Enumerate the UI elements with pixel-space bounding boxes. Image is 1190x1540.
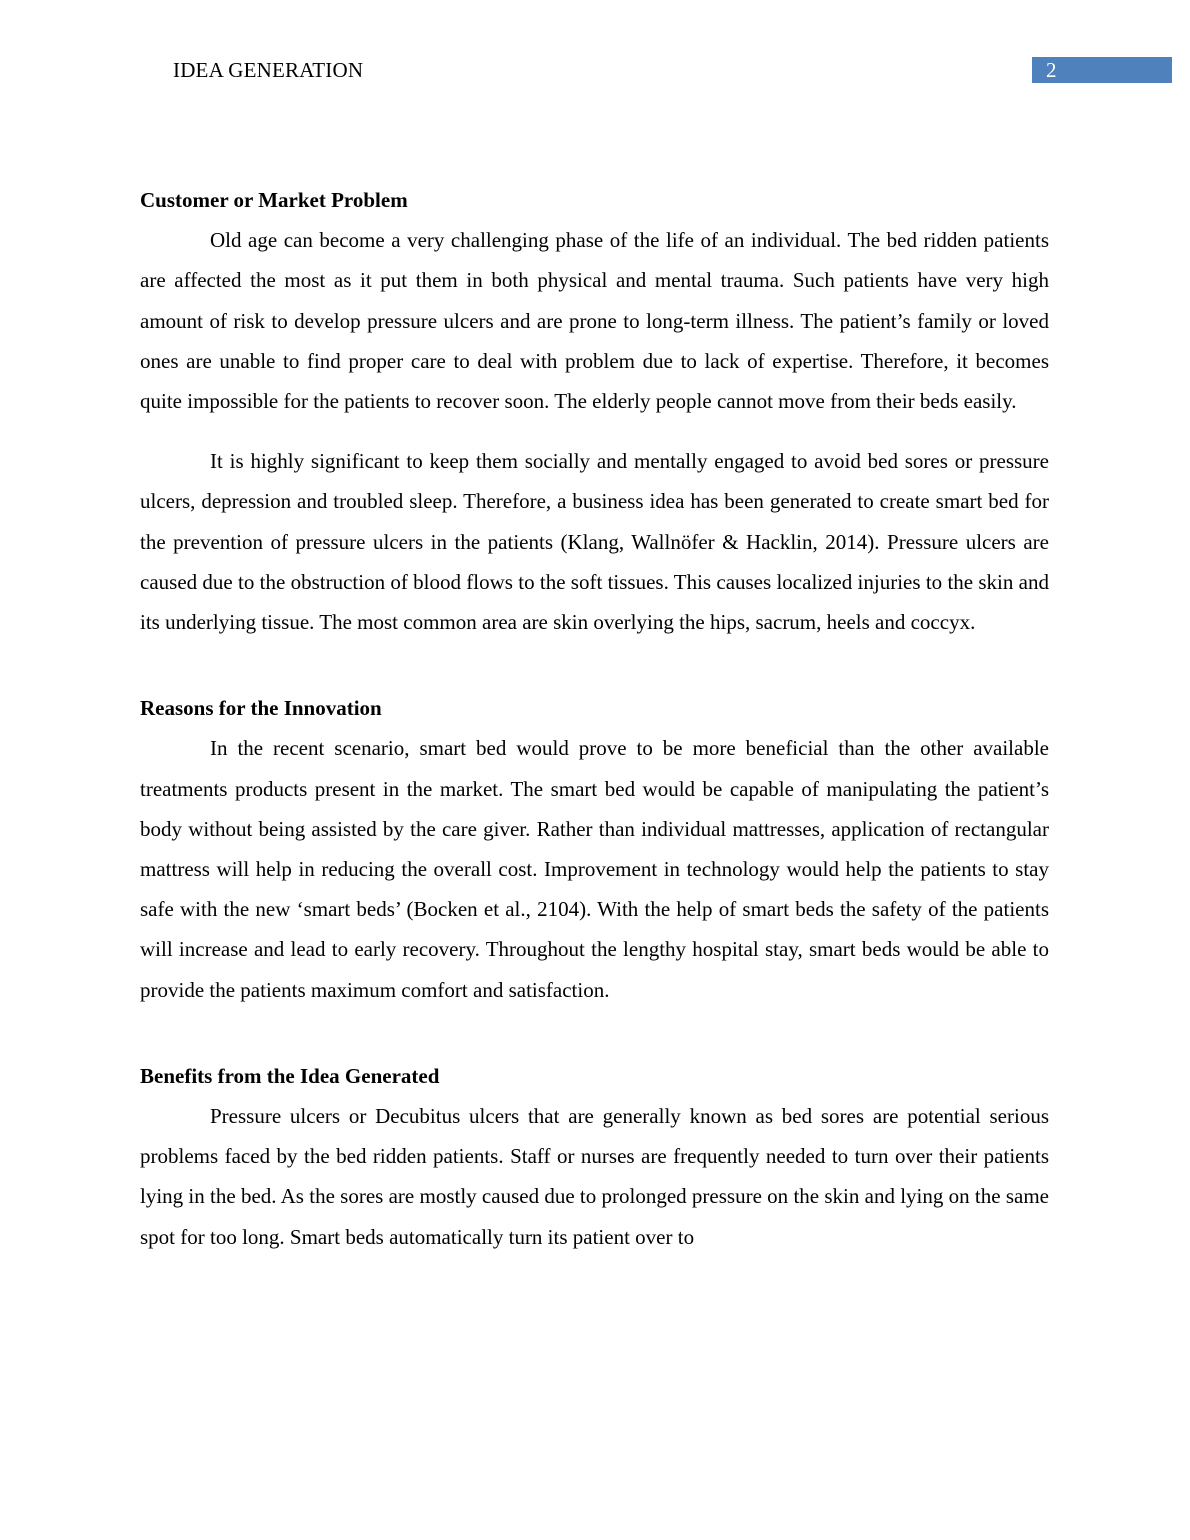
paragraph: It is highly significant to keep them socially and mentally engaged to avoid bed sores or pressure ulcers, depression and troubled sleep. Therefore, a business idea has been generated to create smart bed for the prevention of pressure ulcers in the patients (Klang, Wallnöfer & Hacklin, 2014). Pressure ulcers are caused due to the obstruction of blood flows to the soft tissues. This causes localized injuries to the skin and its underlying tissue. The most common area are skin overlying the hips, sacrum, heels and coccyx. — [140, 449, 1049, 635]
section-heading-customer-problem: Customer or Market Problem — [140, 188, 408, 212]
paragraph: Old age can become a very challenging phase of the life of an individual. The bed ridden patients are affected the most as it put them in both physical and mental trauma. Such patients have very high amount of risk to develop pressure ulcers and are prone to long-term illness. The patient’s family or loved ones are unable to find proper care to deal with problem due to lack of expertise. Therefore, it becomes quite impossible for the patients to recover soon. The elderly people cannot move from their beds easily. — [140, 228, 1049, 414]
page-number: 2 — [1046, 58, 1057, 82]
section-heading-benefits: Benefits from the Idea Generated — [140, 1063, 440, 1088]
document-body — [140, 180, 1049, 1257]
paragraph-gap — [140, 421, 1049, 441]
paragraph: Pressure ulcers or Decubitus ulcers that are generally known as bed sores are potential serious problems faced by the bed ridden patients. Staff or nurses are frequently needed to turn over their patients lying in the bed. As the sores are mostly caused due to prolonged pressure on the skin and lying on the same spot for too long. Smart beds automatically turn its patient over to — [140, 1104, 1049, 1249]
paragraph: In the recent scenario, smart bed would prove to be more beneficial than the other available treatments products present in the market. The smart bed would be capable of manipulating the patient’s body without being assisted by the care giver. Rather than individual mattresses, application of rectangular mattress will help in reducing the overall cost. Improvement in technology would help the patients to stay safe with the new ‘smart beds’ (Bocken et al., 2104). With the help of smart beds the safety of the patients will increase and lead to early recovery. Throughout the lengthy hospital stay, smart beds would be able to provide the patients maximum comfort and satisfaction. — [140, 736, 1049, 1002]
running-head: IDEA GENERATION — [173, 58, 364, 82]
section-gap — [140, 1010, 1049, 1056]
page-number-badge — [1032, 57, 1172, 83]
section-gap — [140, 642, 1049, 688]
section-heading-reasons-innovation: Reasons for the Innovation — [140, 696, 382, 721]
